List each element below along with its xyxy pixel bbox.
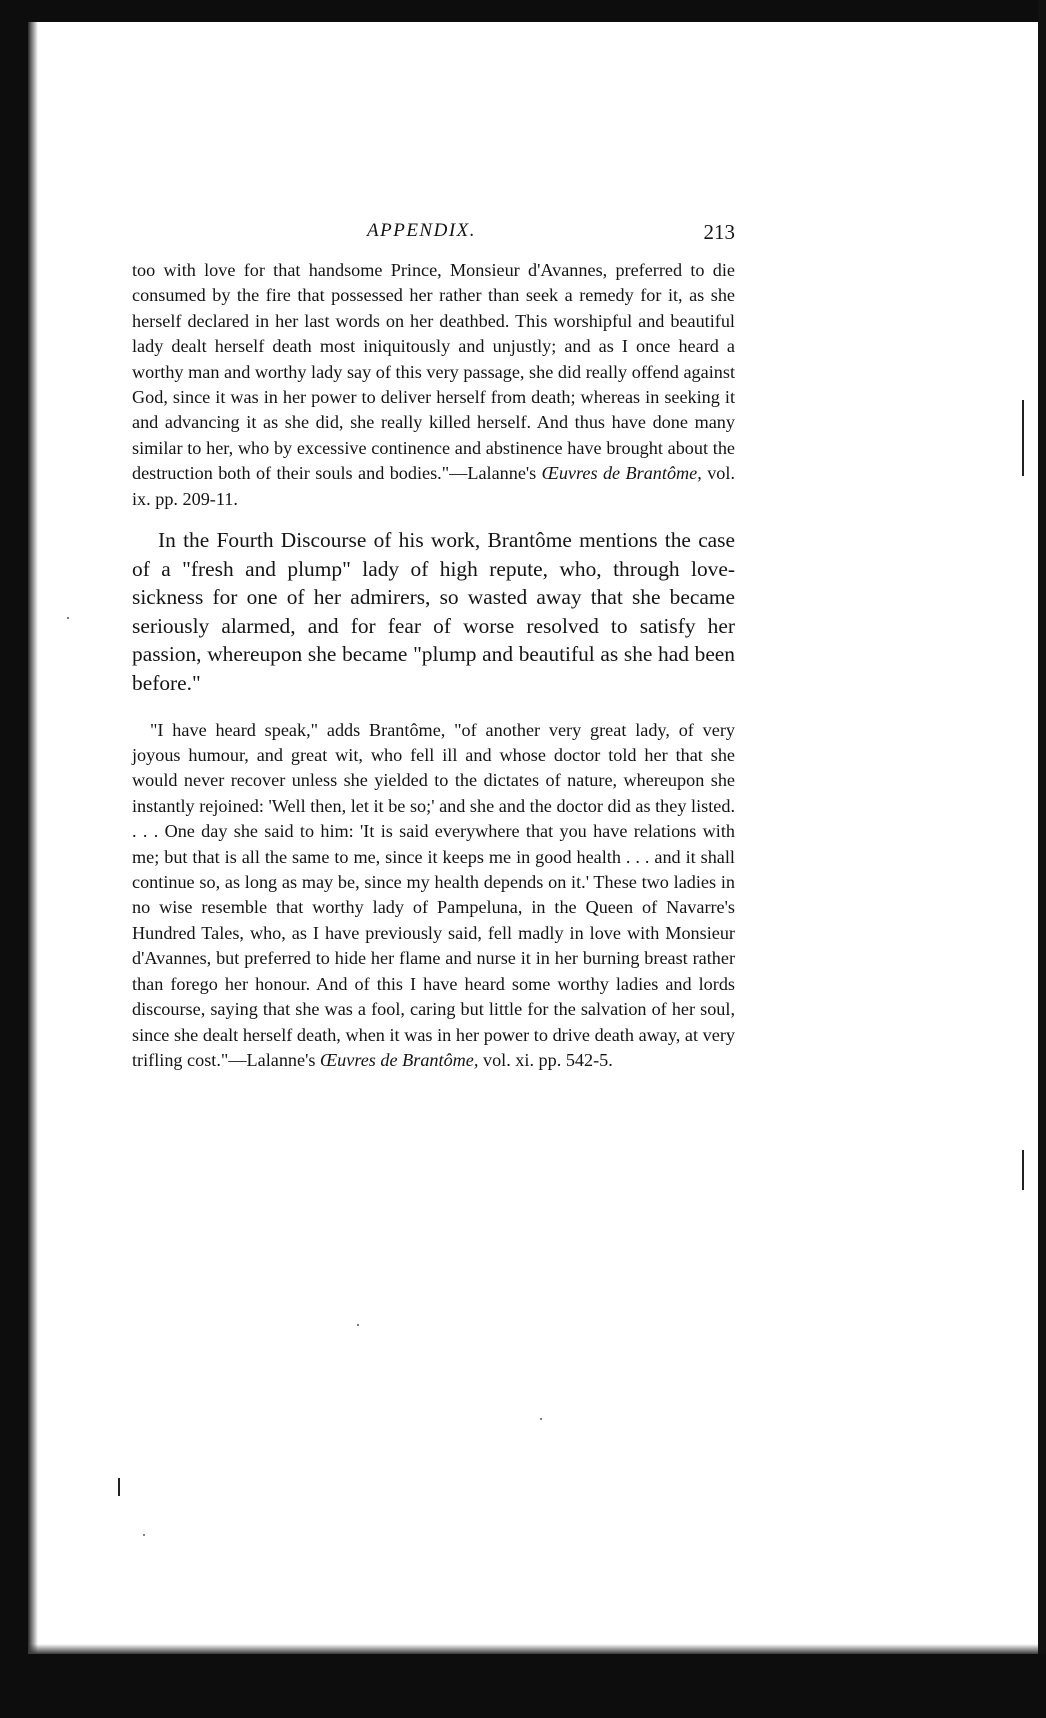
running-head <box>132 218 735 258</box>
scan-shadow-bottom <box>28 1644 1038 1654</box>
work-title: Œuvres de Brantôme, <box>320 1049 479 1070</box>
scan-speck <box>357 1324 359 1326</box>
page-number: 213 <box>703 220 735 244</box>
quotation-block <box>132 718 735 1074</box>
scan-border-top <box>0 0 1046 22</box>
scan-border-left <box>0 0 28 1718</box>
scan-speck <box>143 1534 145 1536</box>
volume-reference: vol. xi. pp. 542-5. <box>478 1049 613 1070</box>
quotation-text: too with love for that handsome Prince, Monsieur d'Avannes, preferred to die consumed by the fire that possessed her rather than seek a remedy for it, as she herself declared in her last words on her deathbed. This worshipful and beautiful lady dealt herself death most iniquitously and unjustly; and as I once heard a worthy man and worthy lady say of this very passage, she did really offend against God, since it was in her power to deliver herself from death; whereas in seeking it and advancing it as she did, she really killed herself. And thus have done many similar to her, who by excessive continence and abstinence have brought about the destruction both of their souls and bodies."—Lalanne's <box>132 260 735 484</box>
quotation-text: "I have heard speak," adds Brantôme, "of another very great lady, of very joyous humour, and great wit, who fell ill and whose doctor told her that she would never recover unless she yielded to the dictates of nature, whereupon she instantly rejoined: 'Well then, let it be so;' and she and the doctor did as they listed. . . . One day she said to him: 'It is said everywhere that you have relations with me; but that is all the same to me, since it keeps me in good health . . . and it shall continue so, as long as may be, since my health depends on it.' These two ladies in no wise resemble that worthy lady of Pampeluna, in the Queen of Navarre's Hundred Tales, who, as I have previously said, fell madly in love with Monsieur d'Avannes, but preferred to hide her flame and nurse it in her burning breast rather than forego her honour. And of this I have heard some worthy ladies and lords discourse, saying that she was a fool, caring but little for the salvation of her soul, since she dealt herself death, when it was in her power to drive death away, at very trifling cost."—Lalanne's <box>132 719 735 1070</box>
scan-mark <box>1022 1150 1024 1190</box>
body-paragraph: In the Fourth Discourse of his work, Brantôme mentions the case of a "fresh and plump" lady of high repute, who, through love-sickness for one of her admirers, so wasted away that she became seriously alarmed, and for fear of worse resolved to satisfy her passion, whereupon she became "plump and beautiful as she had been before." <box>132 528 735 696</box>
scan-mark <box>1022 400 1024 476</box>
scan-border-right <box>1038 0 1046 1718</box>
scan-shadow-left <box>28 22 38 1682</box>
book-page <box>132 218 735 1073</box>
quotation-block <box>132 258 735 512</box>
work-title: Œuvres de Brantôme, <box>541 463 702 484</box>
header-title: APPENDIX. <box>367 220 477 241</box>
scan-mark <box>118 1478 120 1496</box>
volume-reference: vol. ix. pp. 209-11. <box>132 463 736 509</box>
scan-speck <box>67 617 69 619</box>
scan-border-bottom <box>0 1654 1046 1718</box>
scan-speck <box>540 1418 542 1420</box>
